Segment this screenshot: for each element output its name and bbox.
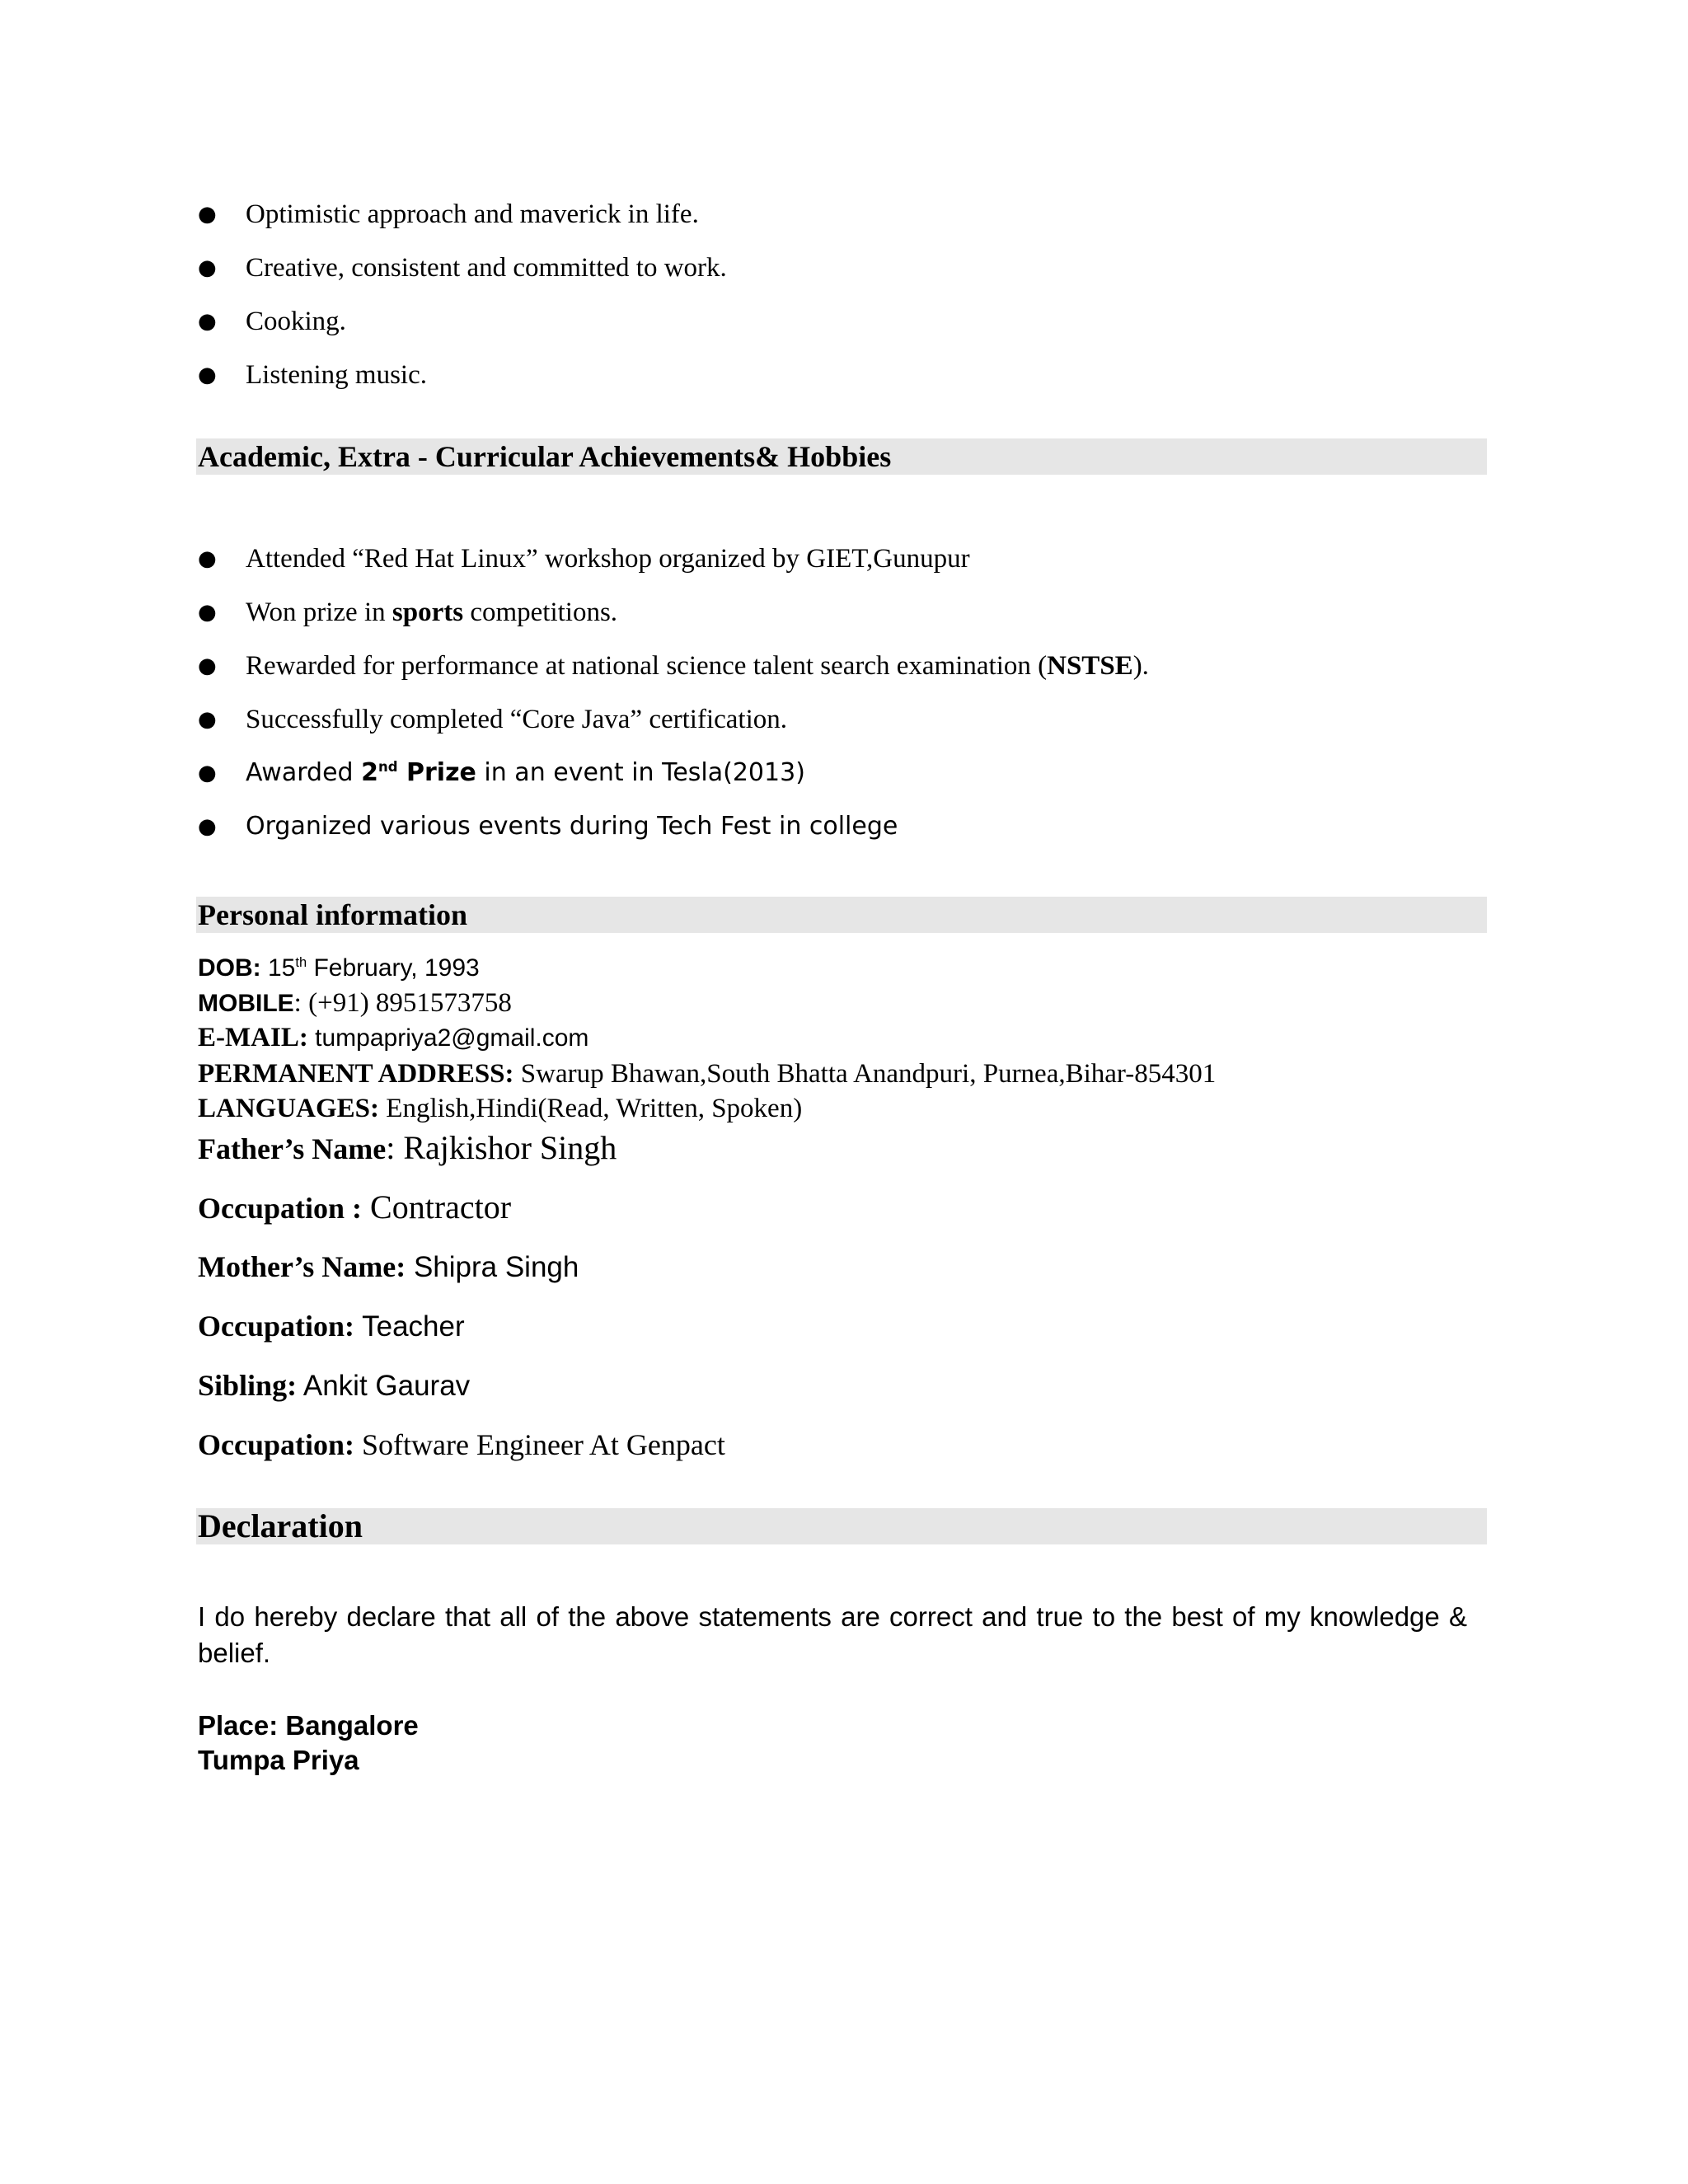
bullet-icon: ● — [198, 255, 217, 280]
declaration-heading: Declaration — [198, 1507, 363, 1544]
father-occupation-line: Occupation : Contractor — [198, 1188, 512, 1226]
list-item: ● Awarded 2nd Prize in an event in Tesla(2013) — [198, 755, 1484, 808]
section-band — [196, 1508, 1487, 1544]
dob-line: DOB: 15th February, 1993 — [198, 954, 480, 982]
sibling-line: Sibling: Ankit Gaurav — [198, 1369, 471, 1402]
list-item: ● Won prize in sports competitions. — [198, 594, 1484, 648]
declaration-text: I do hereby declare that all of the above statements are correct and true to the best of my knowledge & belief. — [198, 1601, 1467, 1668]
list-item: ● Successfully completed “Core Java” certification. — [198, 701, 1484, 755]
mother-line: Mother’s Name: Shipra Singh — [198, 1250, 579, 1283]
bullet-icon: ● — [198, 546, 217, 571]
achievements-list — [198, 541, 1484, 862]
bullet-icon: ● — [198, 707, 217, 732]
personal-heading: Personal information — [198, 898, 467, 931]
list-item: ● Organized various events during Tech Fest in college — [198, 808, 1484, 862]
list-item: ● Attended “Red Hat Linux” workshop organized by GIET,Gunupur — [198, 541, 1484, 594]
father-line: Father’s Name: Rajkishor Singh — [198, 1129, 617, 1166]
email-line: E-MAIL: tumpapriya2@gmail.com — [198, 1023, 589, 1052]
list-item: ● Optimistic approach and maverick in life. — [198, 196, 1484, 250]
mobile-line: MOBILE: (+91) 8951573758 — [198, 988, 512, 1018]
sibling-occupation-line: Occupation: Software Engineer At Genpact — [198, 1428, 725, 1461]
signature-name: Tumpa Priya — [198, 1745, 359, 1775]
list-item: ● Creative, consistent and committed to work. — [198, 250, 1484, 303]
bullet-icon: ● — [198, 761, 217, 785]
achievements-heading: Academic, Extra - Curricular Achievements& Hobbies — [198, 440, 892, 473]
place-line: Place: Bangalore — [198, 1710, 419, 1741]
qualities-list — [198, 196, 1484, 410]
bullet-icon: ● — [198, 654, 217, 678]
bullet-icon: ● — [198, 363, 217, 387]
mother-occupation-line: Occupation: Teacher — [198, 1310, 465, 1343]
bullet-icon: ● — [198, 600, 217, 625]
address-line: PERMANENT ADDRESS: Swarup Bhawan,South Bhatta Anandpuri, Purnea,Bihar-854301 — [198, 1059, 1217, 1089]
bullet-icon: ● — [198, 309, 217, 334]
list-item: ● Cooking. — [198, 303, 1484, 357]
list-item: ● Rewarded for performance at national science talent search examination (NSTSE). — [198, 648, 1484, 701]
bullet-icon: ● — [198, 814, 217, 839]
bullet-icon: ● — [198, 202, 217, 227]
list-item: ● Listening music. — [198, 357, 1484, 410]
languages-line: LANGUAGES: English,Hindi(Read, Written, Spoken) — [198, 1094, 803, 1123]
